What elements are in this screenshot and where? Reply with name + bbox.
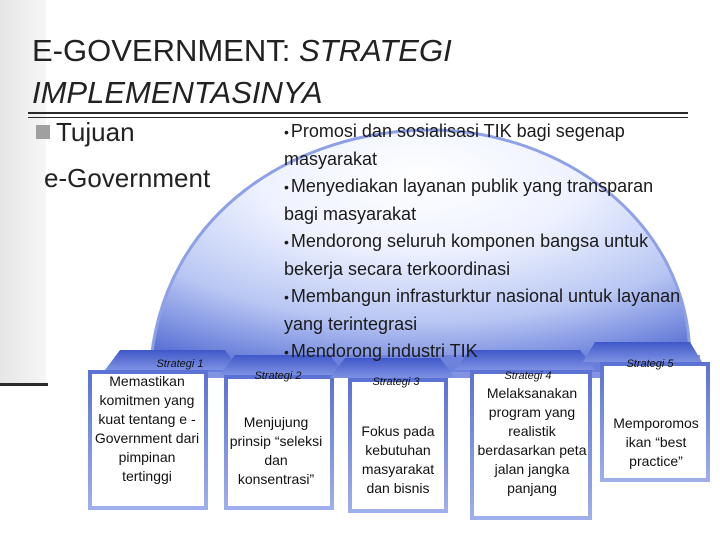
title-line2: IMPLEMENTASINYA bbox=[32, 75, 323, 110]
strategy-5-body: Memporomos ikan “best practice” bbox=[613, 415, 699, 469]
strategy-5-label: Strategi 5 bbox=[626, 358, 674, 370]
goal-item-3: • Mendorong seluruh komponen bangsa untuk bekerja secara terkoordinasi bbox=[284, 231, 649, 279]
tujuan-label2: e-Government bbox=[44, 163, 211, 193]
goal-item-5: • Mendorong industri TIK bbox=[284, 341, 478, 361]
strategy-4-label-box bbox=[488, 366, 568, 384]
strategy-1-label: Strategi 1 bbox=[156, 358, 204, 370]
goal-item-2: • Menyediakan layanan publik yang transparan bagi masyarakat bbox=[284, 176, 654, 224]
title-italic: STRATEGI bbox=[298, 33, 452, 68]
tujuan-heading bbox=[36, 114, 210, 196]
square-bullet-icon bbox=[36, 125, 50, 139]
tujuan-label: Tujuan bbox=[56, 117, 135, 147]
goal-text: Mendorong seluruh komponen bangsa untuk bekerja secara terkoordinasi bbox=[284, 231, 649, 279]
strategy-4-body: Melaksanakan program yang realistik berdasarkan peta jalan jangka panjang bbox=[477, 385, 587, 496]
strategy-2-body: Menjujung prinsip “seleksi dan konsentrasi” bbox=[229, 414, 323, 487]
title-plain: E-GOVERNMENT: bbox=[32, 33, 299, 68]
strategy-1-label-box bbox=[140, 354, 220, 372]
goals-list bbox=[284, 118, 684, 366]
goal-text: Membangun infrasturktur nasional untuk layanan yang terintegrasi bbox=[284, 286, 681, 334]
strategy-3-body: Fokus pada kebutuhan masyarakat dan bisnis bbox=[361, 423, 435, 496]
goal-text: Menyediakan layanan publik yang transparan bagi masyarakat bbox=[284, 176, 654, 224]
goal-item-1: • Promosi dan sosialisasi TIK bagi segenap masyarakat bbox=[284, 121, 625, 169]
goal-text: Mendorong industri TIK bbox=[290, 341, 478, 361]
goal-item-4: • Membangun infrasturktur nasional untuk layanan yang terintegrasi bbox=[284, 286, 681, 334]
strategy-2-label-box bbox=[238, 366, 318, 384]
strategy-3-label: Strategi 3 bbox=[372, 376, 420, 388]
strategy-2-label: Strategi 2 bbox=[254, 370, 302, 382]
strategy-4-label: Strategi 4 bbox=[504, 370, 552, 382]
goal-text: Promosi dan sosialisasi TIK bagi segenap masyarakat bbox=[284, 121, 625, 169]
strategy-3-label-box bbox=[356, 372, 436, 390]
strategy-1-body: Memastikan komitmen yang kuat tentang e -Government dari pimpinan tertinggi bbox=[94, 373, 200, 484]
